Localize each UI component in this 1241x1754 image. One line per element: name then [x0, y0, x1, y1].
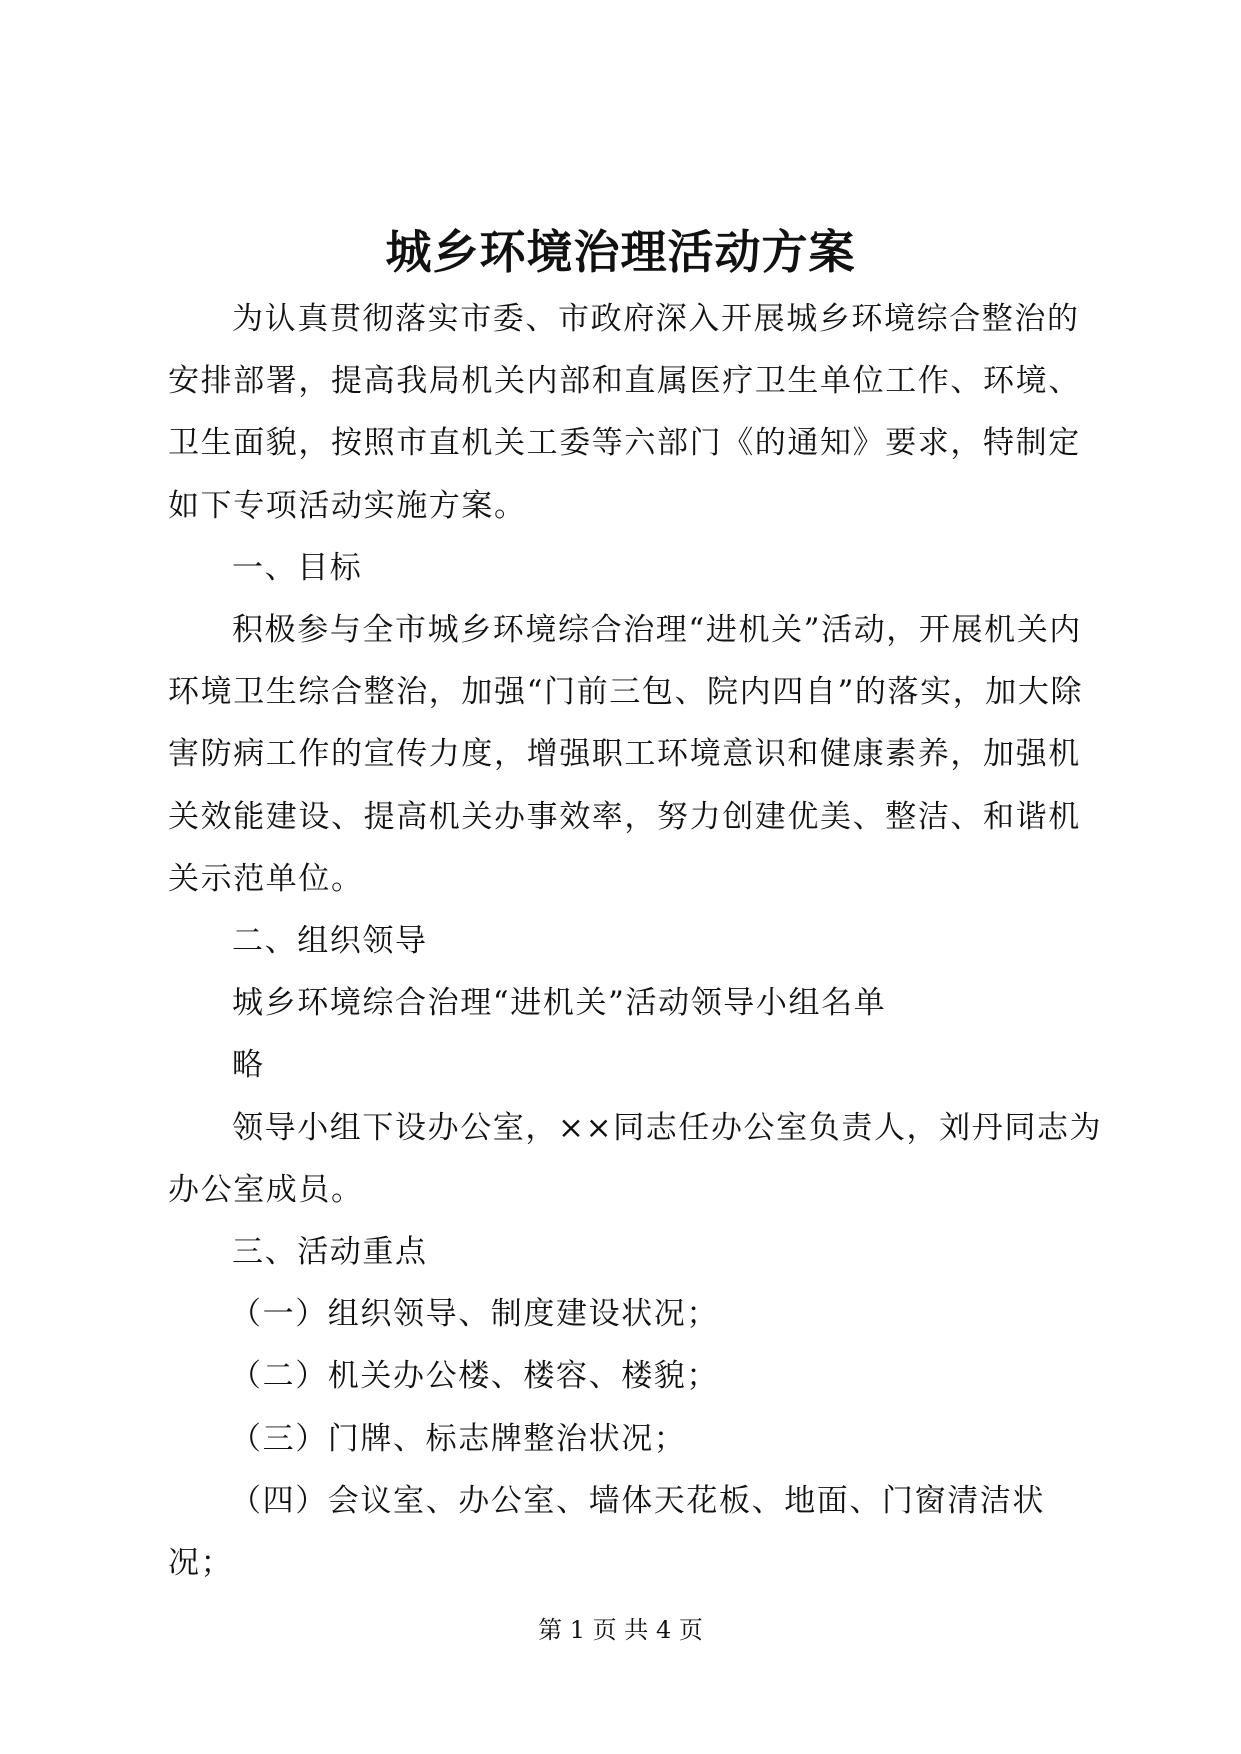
- intro-paragraph: 为认真贯彻落实市委、市政府深入开展城乡环境综合整治的安排部署，提高我局机关内部和直属医疗卫生单位工作、环境、卫生面貌，按照市直机关工委等六部门《的通知》要求，特制定如下专项活动实施方案。: [168, 301, 1081, 524]
- goal-paragraph: 积极参与全市城乡环境综合治理“进机关”活动，开展机关内环境卫生综合整治，加强“门前三包、院内四自”的落实，加大除害防病工作的宣传力度，增强职工环境意识和健康素养，加强机关效能建设、提高机关办事效率，努力创建优美、整洁、和谐机关示范单位。: [168, 612, 1084, 897]
- document-body: [168, 288, 1108, 1594]
- section-heading-focus: 三、活动重点: [232, 1234, 428, 1271]
- focus-item: （四）会议室、办公室、墙体天花板、地面、门窗清洁状况；: [168, 1482, 1045, 1582]
- leadership-list-title: 城乡环境综合治理“进机关”活动领导小组名单: [232, 985, 887, 1022]
- leadership-list-omitted: 略: [232, 1047, 265, 1084]
- page-footer: 第 1 页 共 4 页: [538, 1616, 703, 1644]
- document-title: 城乡环境治理活动方案: [385, 225, 856, 279]
- focus-item: （三）门牌、标志牌整治状况；: [230, 1420, 687, 1457]
- section-heading-leadership: 二、组织领导: [232, 923, 428, 960]
- focus-item: （二）机关办公楼、楼容、楼貌；: [230, 1358, 719, 1395]
- section-heading-goal: 一、目标: [232, 549, 363, 586]
- focus-item: （一）组织领导、制度建设状况；: [230, 1296, 719, 1333]
- office-paragraph: 领导小组下设办公室，××同志任办公室负责人，刘丹同志为办公室成员。: [168, 1109, 1103, 1208]
